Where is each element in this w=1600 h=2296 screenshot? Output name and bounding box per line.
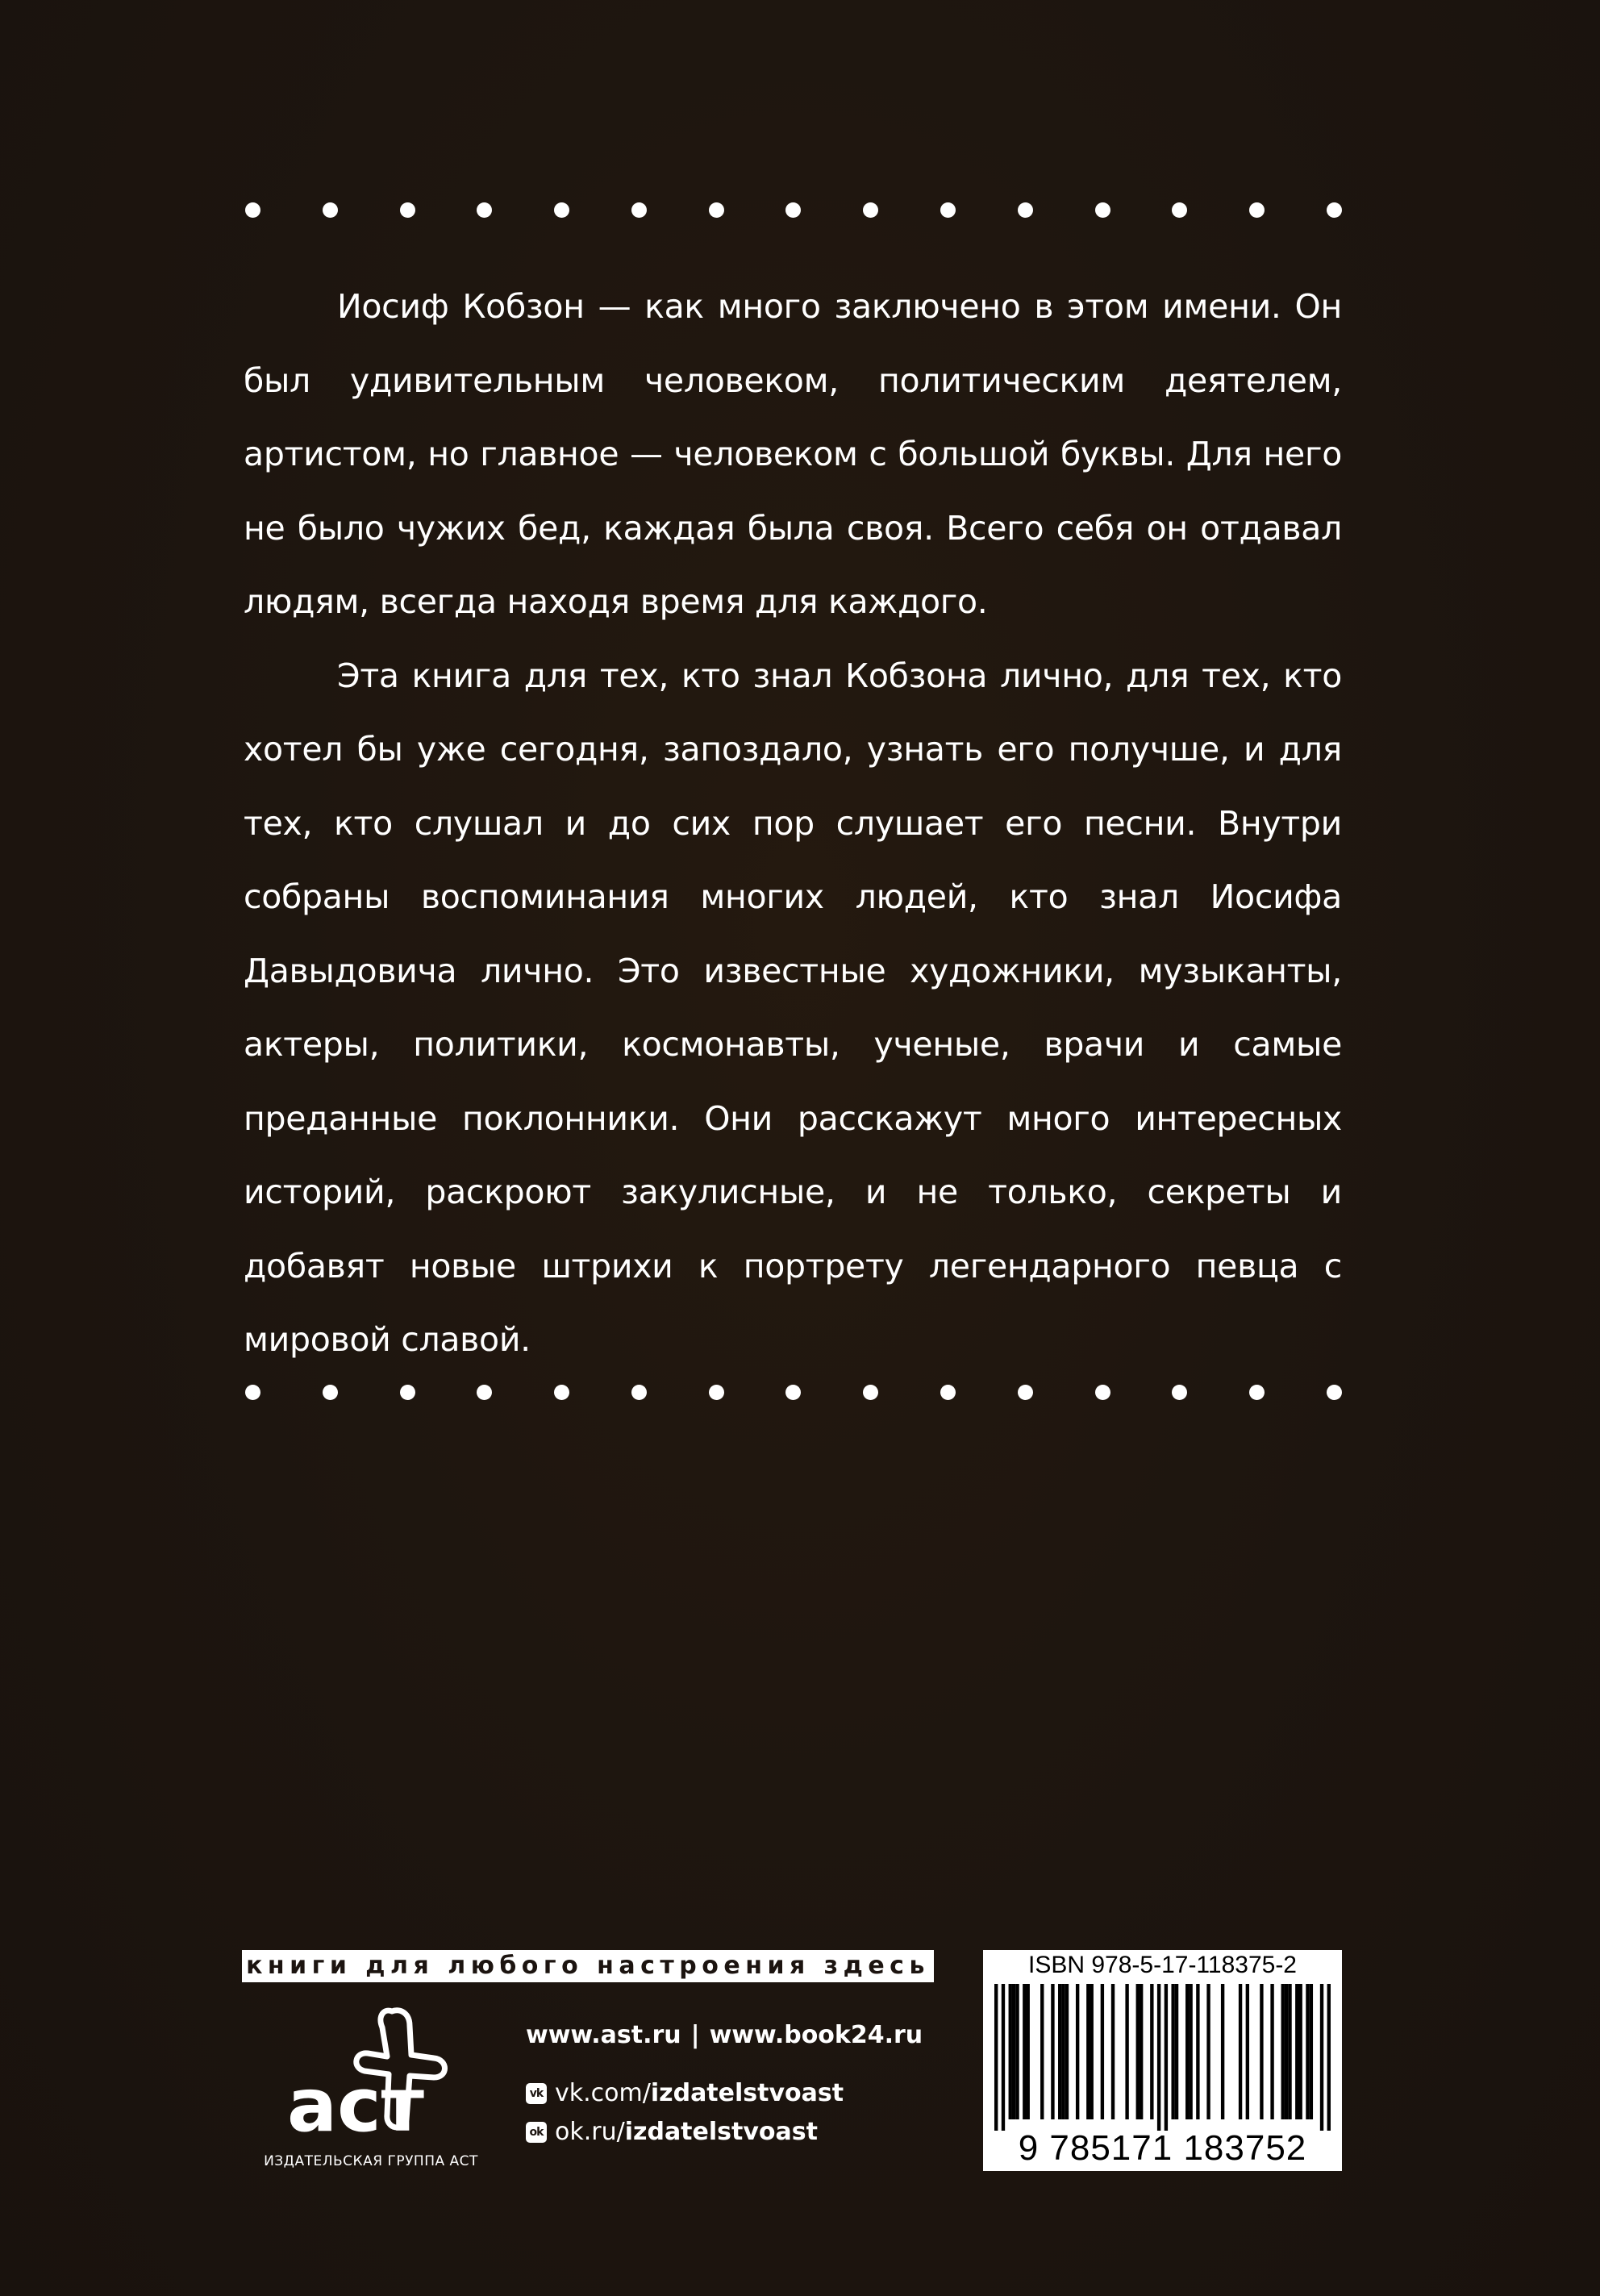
barcode-bar — [1185, 1984, 1189, 2119]
ast-website-link[interactable]: www.ast.ru — [526, 2021, 681, 2049]
barcode-bar — [1189, 1984, 1192, 2119]
barcode-bar — [1012, 1984, 1015, 2119]
dot-icon — [709, 202, 724, 218]
barcode-bar — [1150, 1984, 1153, 2119]
dot-icon — [785, 1385, 801, 1400]
dot-icon — [631, 1385, 647, 1400]
barcode-bar — [1327, 1984, 1331, 2131]
publisher-links — [526, 2016, 945, 2152]
isbn-number: ISBN 978-5-17-118375-2 — [1028, 1952, 1297, 1978]
dot-icon — [400, 1385, 415, 1400]
dot-icon — [245, 1385, 260, 1400]
dot-icon — [477, 202, 492, 218]
website-links — [526, 2016, 945, 2055]
description-paragraph-1: Иосиф Кобзон — как много заключено в этом имени. Он был удивительным человеком, политическим деятелем, артистом, но главное — человеком с большой буквы. Для него не было чужих бед, каждая была своя. Всего себя он отдавал людям, всегда находя время для каждого. — [244, 287, 1342, 621]
barcode-bar — [1310, 1984, 1313, 2119]
dot-icon — [863, 1385, 878, 1400]
dot-icon — [554, 1385, 569, 1400]
barcode-bar — [1015, 1984, 1019, 2119]
barcode-bar — [1175, 1984, 1178, 2119]
vk-link-handle: izdatelstvoast — [650, 2079, 844, 2107]
dot-icon — [1249, 202, 1265, 218]
ok-link-handle: izdatelstvoast — [624, 2118, 818, 2146]
barcode-bar — [1196, 1984, 1199, 2119]
dot-icon — [1018, 1385, 1033, 1400]
barcode-bar — [1058, 1984, 1061, 2119]
barcode-bar — [1298, 1984, 1302, 2119]
barcode-bar — [1101, 1984, 1104, 2119]
dot-icon — [940, 202, 956, 218]
dot-icon — [940, 1385, 956, 1400]
dot-icon — [863, 202, 878, 218]
barcode-bar — [1023, 1984, 1026, 2119]
book24-website-link[interactable]: www.book24.ru — [709, 2021, 923, 2049]
barcode-bar — [1027, 1984, 1030, 2119]
barcode-bar — [1090, 1984, 1094, 2119]
barcode-bar — [1221, 1984, 1224, 2119]
decorative-dot-divider-bottom — [245, 1382, 1342, 1402]
slogan-banner: книги для любого настроения здесь — [242, 1950, 934, 1982]
dot-icon — [245, 202, 260, 218]
barcode-bar — [1165, 1984, 1168, 2131]
dot-icon — [1172, 202, 1187, 218]
dot-icon — [1327, 1385, 1342, 1400]
vk-icon: vk — [526, 2083, 547, 2104]
decorative-dot-divider-top — [245, 200, 1342, 219]
barcode-bar — [994, 1984, 998, 2131]
barcode-bar — [1288, 1984, 1291, 2119]
barcode-bar — [1065, 1984, 1069, 2119]
description-paragraph-2: Эта книга для тех, кто знал Кобзона лично, для тех, кто хотел бы уже сегодня, запоздало, узнать его получше, и для тех, кто слушал и до сих пор слушает его песни. Внутри собраны воспоминания многих людей, кто знал Иосифа Давыдовича лично. Это известные художники, музыканты, актеры, политики, космонавты, ученые, врачи и самые преданные поклонники. Они расскажут много интересных историй, раскроют закулисные, и не только, секреты и добавят новые штрихи к портрету легендарного певца с мировой славой. — [244, 656, 1342, 1359]
barcode-bar — [1281, 1984, 1285, 2119]
dot-icon — [1095, 202, 1110, 218]
barcode-bar — [1270, 1984, 1273, 2119]
isbn-barcode — [983, 1950, 1342, 2171]
barcode-bar — [1239, 1984, 1242, 2119]
ok-icon: ok — [526, 2122, 547, 2143]
ok-link-row[interactable] — [526, 2113, 945, 2152]
ast-logo — [274, 1994, 468, 2147]
barcode-bar — [1306, 1984, 1309, 2119]
dot-icon — [1249, 1385, 1265, 1400]
barcode-bar — [1246, 1984, 1249, 2119]
dot-icon — [323, 202, 338, 218]
barcode-bar — [1086, 1984, 1090, 2119]
dot-icon — [1095, 1385, 1110, 1400]
barcode-bar — [1061, 1984, 1065, 2119]
dot-icon — [709, 1385, 724, 1400]
barcode-bars — [994, 1984, 1331, 2131]
publisher-name: ИЗДАТЕЛЬСКАЯ ГРУППА АСТ — [264, 2153, 478, 2169]
ast-logo-icon — [274, 1994, 468, 2147]
barcode-bar — [1140, 1984, 1143, 2119]
barcode-bar — [1157, 1984, 1160, 2131]
barcode-bar — [1040, 1984, 1044, 2119]
barcode-bar — [1076, 1984, 1079, 2119]
dot-icon — [554, 202, 569, 218]
barcode-bar — [1002, 1984, 1005, 2131]
dot-icon — [1018, 202, 1033, 218]
vk-link-row[interactable] — [526, 2074, 945, 2113]
ast-logo-letters: аст — [287, 2062, 424, 2147]
ok-link-prefix: ok.ru/ — [555, 2118, 625, 2146]
barcode-bar — [1009, 1984, 1012, 2119]
barcode-bar — [1285, 1984, 1288, 2119]
barcode-bar — [1125, 1984, 1128, 2119]
barcode-bar — [1260, 1984, 1263, 2119]
barcode-bar — [1111, 1984, 1115, 2119]
barcode-bar — [1206, 1984, 1210, 2119]
barcode-bar — [1136, 1984, 1140, 2119]
barcode-digits: 9 785171 183752 — [1018, 2128, 1307, 2168]
dot-icon — [323, 1385, 338, 1400]
link-separator: | — [690, 2021, 700, 2049]
book-description — [244, 270, 1342, 1377]
dot-icon — [477, 1385, 492, 1400]
dot-icon — [631, 202, 647, 218]
dot-icon — [400, 202, 415, 218]
vk-link-prefix: vk.com/ — [555, 2079, 651, 2107]
barcode-bar — [1171, 1984, 1174, 2119]
barcode-bar — [1320, 1984, 1323, 2131]
dot-icon — [785, 202, 801, 218]
barcode-bar — [1051, 1984, 1054, 2119]
dot-icon — [1172, 1385, 1187, 1400]
barcode-bar — [1295, 1984, 1298, 2119]
dot-icon — [1327, 202, 1342, 218]
